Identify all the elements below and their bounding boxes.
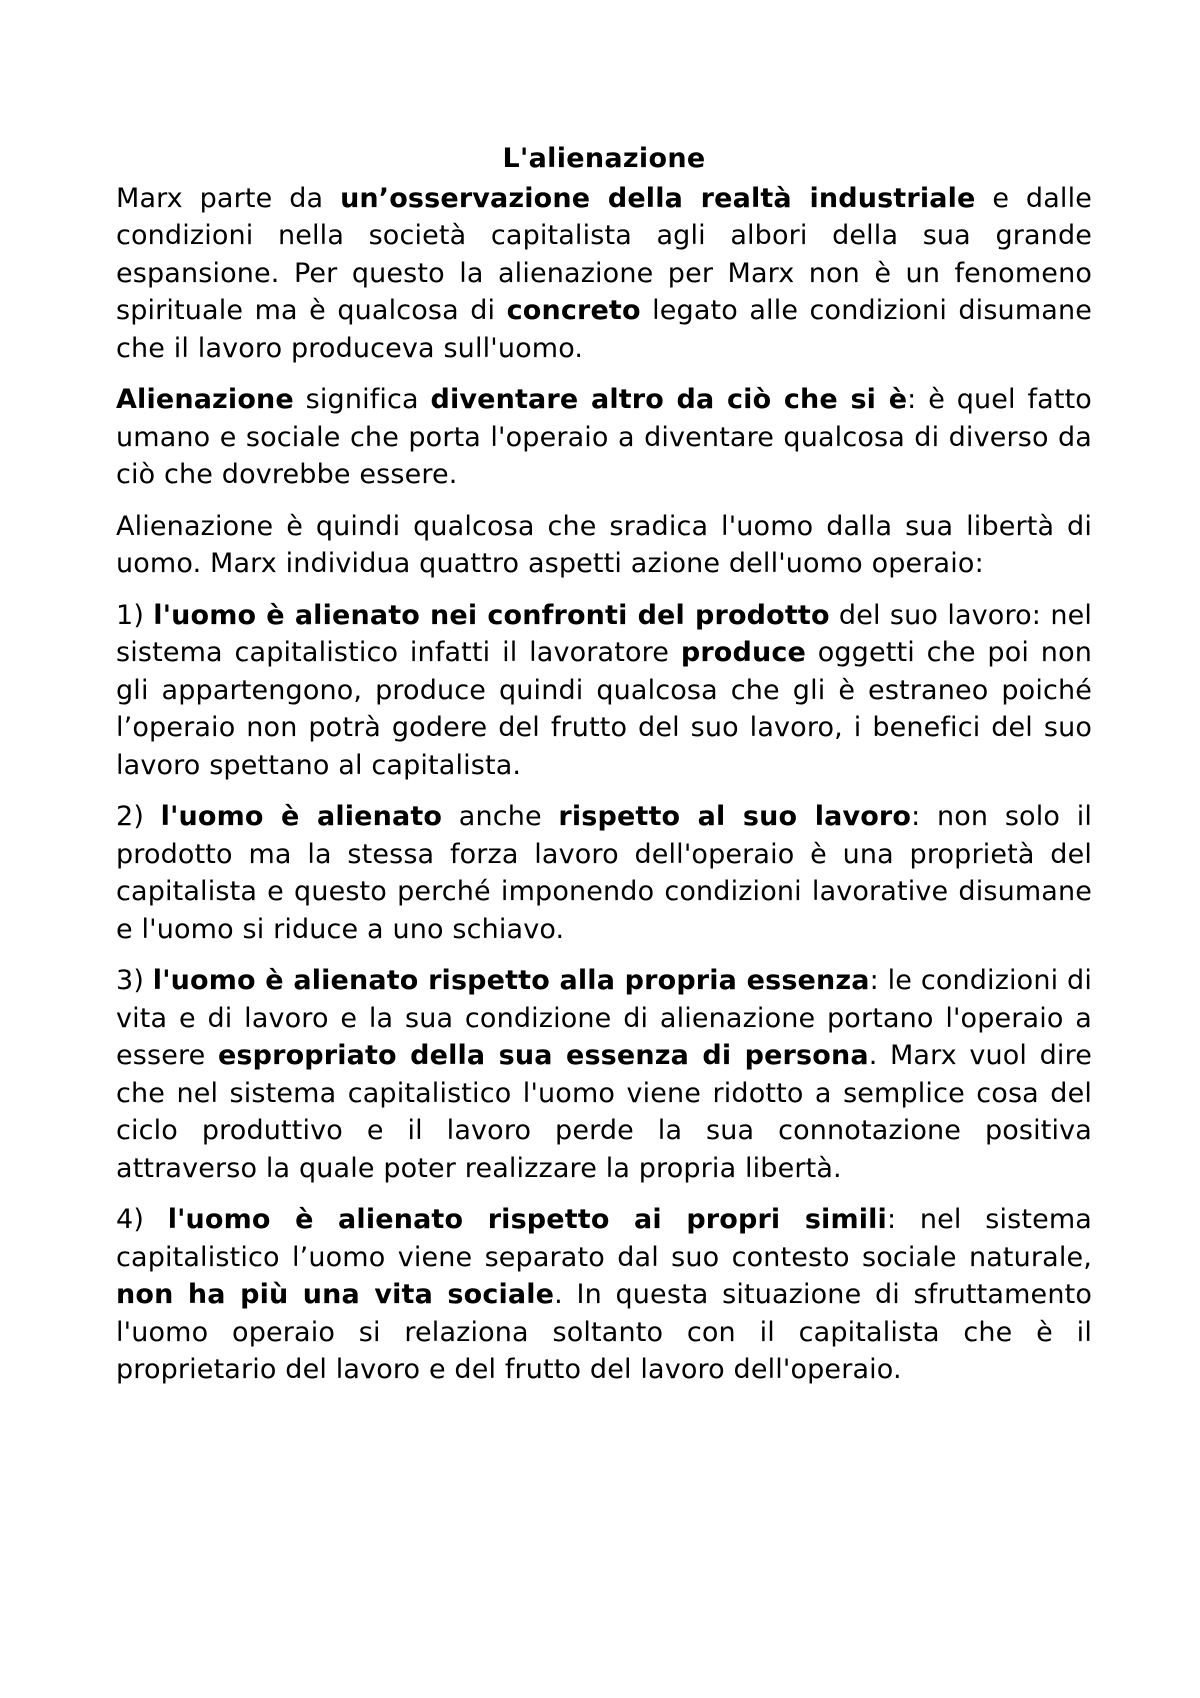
document-title: L'alienazione [502,143,706,174]
bold-text: un’osservazione della realtà industriale [340,182,976,214]
bold-text: Alienazione [116,384,294,415]
bold-text: l'uomo è alienato rispetto ai propri simili [167,1204,887,1235]
text-run: . In questa situazione di sfruttamento l'uomo operaio si relaziona soltanto con il capitalista che è il proprietario del lavoro e del frutto del lavoro dell'operaio. [116,1279,1092,1385]
paragraph-four-aspects [116,508,1092,583]
text-run: 1) [116,599,154,631]
text-run: legato alle condizioni disumane che il lavoro produceva sull'uomo. [116,295,1092,364]
text-run: del suo lavoro: nel sistema capitalistico infatti il lavoratore [116,599,1092,668]
text-run: 4) [116,1204,168,1235]
paragraph-aspect-4 [116,1201,1092,1389]
bold-text: non ha più una vita sociale [116,1279,555,1310]
bold-text: l'uomo è alienato nei confronti del prodotto [153,599,830,631]
text-run: Alienazione è quindi qualcosa che sradica l'uomo dalla sua libertà di uomo. Marx individua quattro aspetti azione dell'uomo operaio: [116,510,1092,579]
text-run: anche [442,801,559,832]
bold-text: concreto [506,295,641,326]
text-run: Marx parte da [116,182,341,214]
text-run: 3) [116,965,153,996]
text-run: significa [293,384,431,415]
bold-text: l'uomo è alienato rispetto alla propria essenza [152,965,870,996]
text-run: . Marx vuol dire che nel sistema capitalistico l'uomo viene ridotto a semplice cosa del ciclo produttivo e il lavoro perde la sua connotazione positiva attraverso la quale poter realizzare la propria libertà. [116,1040,1092,1184]
bold-text: produce [680,637,806,668]
text-run: : nel sistema capitalistico l’uomo viene separato dal suo contesto sociale naturale, [116,1204,1092,1273]
text-run: oggetti che poi non gli appartengono, produce quindi qualcosa che gli è estraneo poiché l’operaio non potrà godere del frutto del suo lavoro, i benefici del suo lavoro spettano al capitalista. [116,637,1092,781]
text-run: : non solo il prodotto ma la stessa forza lavoro dell'operaio è una proprietà del capitalista e questo perché imponendo condizioni lavorative disumane e l'uomo si riduce a uno schiavo. [116,801,1092,945]
text-run: e dalle condizioni nella società capitalista agli albori della sua grande espansione. Per questo la alienazione per Marx non è un fenomeno spirituale ma è qualcosa di [116,182,1092,326]
document-body [116,180,1092,1389]
bold-text: l'uomo è alienato [160,801,443,832]
text-run: : è quel fatto umano e sociale che porta l'operaio a diventare qualcosa di diverso da ciò che dovrebbe essere. [116,384,1092,490]
paragraph-definition [116,381,1092,494]
paragraph-aspect-2 [116,798,1092,948]
bold-text: rispetto al suo lavoro [558,801,912,832]
paragraph-aspect-3 [116,962,1092,1187]
paragraph-aspect-1 [116,597,1092,785]
document-page [116,140,1092,1389]
bold-text: diventare altro da ciò che si è [430,384,908,415]
bold-text: espropriato della sua essenza di persona [217,1040,869,1071]
text-run: : le condizioni di vita e di lavoro e la sua condizione di alienazione portano l'operaio a essere [116,965,1092,1071]
text-run: 2) [116,801,161,832]
paragraph-intro [116,180,1092,368]
